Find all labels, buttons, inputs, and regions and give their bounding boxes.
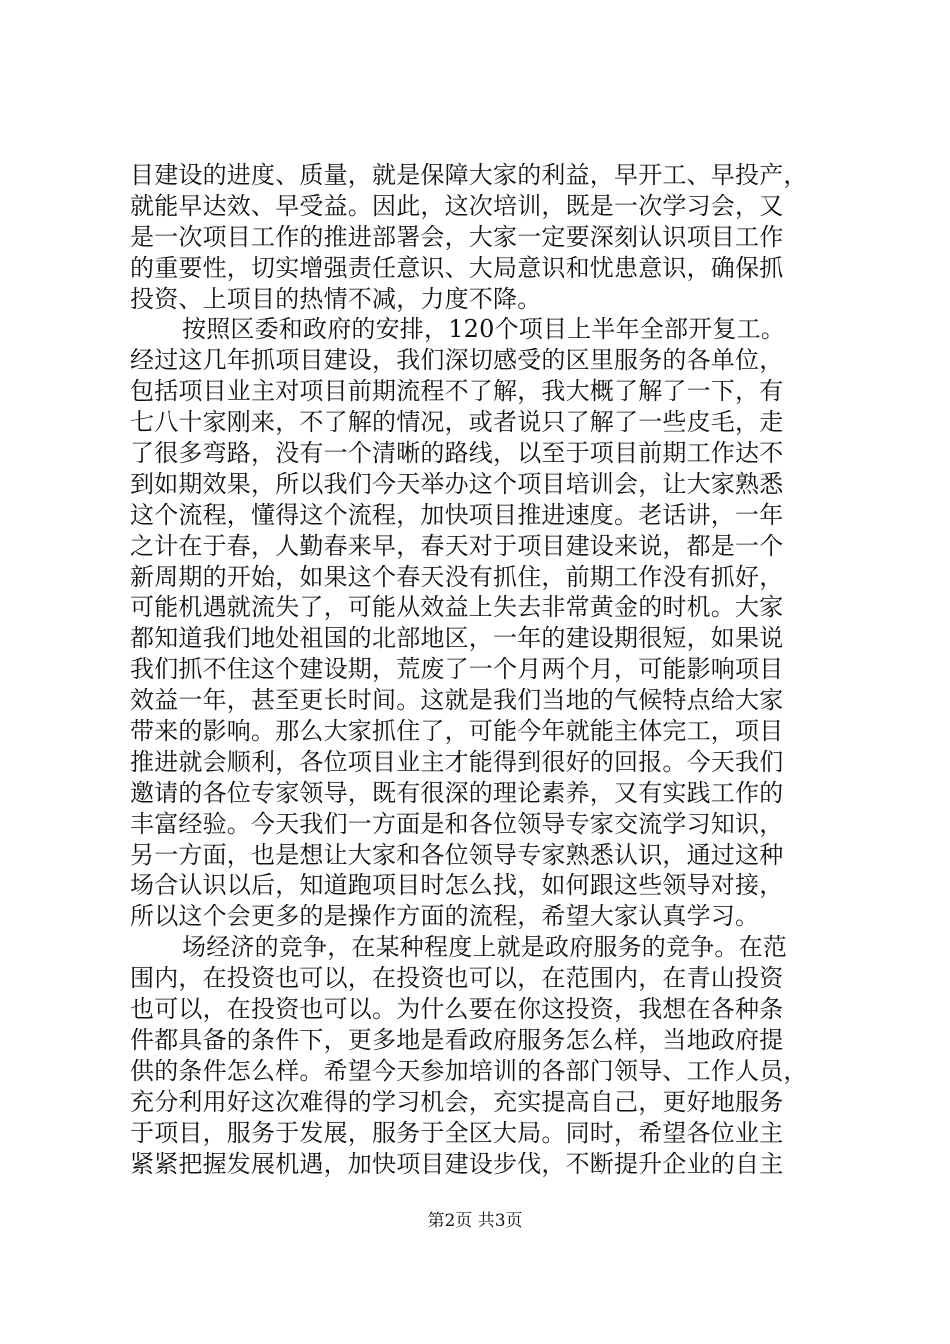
text-line: 新周期的开始，如果这个春天没有抓住，前期工作没有抓好，: [130, 562, 784, 591]
text-line: 之计在于春，人勤春来早，春天对于项目建设来说，都是一个: [130, 531, 784, 560]
text-line: 所以这个会更多的是操作方面的流程，希望大家认真学习。: [130, 902, 760, 931]
text-line: 场合认识以后，知道跑项目时怎么找，如何跟这些领导对接，: [130, 871, 784, 900]
document-body: [130, 160, 830, 1179]
text-line: 也可以，在投资也可以。为什么要在你这投资，我想在各种条: [130, 995, 784, 1024]
text-line: 了很多弯路，没有一个清晰的路线，以至于项目前期工作达不: [130, 439, 784, 468]
text-line: 另一方面，也是想让大家和各位领导专家熟悉认识，通过这种: [130, 840, 784, 869]
text-line: 紧紧把握发展机遇，加快项目建设步伐，不断提升企业的自主: [130, 1149, 784, 1178]
text-line: 丰富经验。今天我们一方面是和各位领导专家交流学习知识，: [130, 809, 784, 838]
text-line: 包括项目业主对项目前期流程不了解，我大概了解了一下，有: [130, 377, 784, 406]
text-line: 推进就会顺利，各位项目业主才能得到很好的回报。今天我们: [130, 747, 784, 776]
text-line: 按照区委和政府的安排，120个项目上半年全部开复工。: [182, 315, 786, 344]
text-line: 邀请的各位专家领导，既有很深的理论素养，又有实践工作的: [130, 778, 784, 807]
text-line: 投资、上项目的热情不减，力度不降。: [130, 284, 542, 313]
text-line: 经过这几年抓项目建设，我们深切感受的区里服务的各单位，: [130, 346, 784, 375]
text-line: 这个流程，懂得这个流程，加快项目推进速度。老话讲，一年: [130, 500, 784, 529]
text-line: 可能机遇就流失了，可能从效益上失去非常黄金的时机。大家: [130, 593, 784, 622]
text-line: 带来的影响。那么大家抓住了，可能今年就能主体完工，项目: [130, 717, 784, 746]
text-line: 是一次项目工作的推进部署会，大家一定要深刻认识项目工作: [130, 222, 784, 251]
text-line: 场经济的竞争，在某种程度上就是政府服务的竞争。在范: [182, 933, 787, 962]
page-number-footer: 第2页 共3页: [427, 1211, 523, 1231]
text-line: 充分利用好这次难得的学习机会，充实提高自己，更好地服务: [130, 1087, 784, 1116]
paragraph-3: [130, 932, 830, 1179]
text-line: 都知道我们地处祖国的北部地区，一年的建设期很短，如果说: [130, 624, 784, 653]
text-line: 于项目，服务于发展，服务于全区大局。同时，希望各位业主: [130, 1118, 784, 1147]
text-line: 到如期效果，所以我们今天举办这个项目培训会，让大家熟悉: [130, 469, 784, 498]
text-line: 效益一年，甚至更长时间。这就是我们当地的气候特点给大家: [130, 686, 784, 715]
text-line: 目建设的进度、质量，就是保障大家的利益，早开工、早投产，: [130, 161, 808, 189]
text-line: 就能早达效、早受益。因此，这次培训，既是一次学习会，又: [130, 191, 784, 220]
text-line: 的重要性，切实增强责任意识、大局意识和忧患意识，确保抓: [130, 253, 784, 282]
paragraph-1: [130, 160, 830, 314]
text-line: 件都具备的条件下，更多地是看政府服务怎么样，当地政府提: [130, 1025, 784, 1054]
text-line: 七八十家刚来，不了解的情况，或者说只了解了一些皮毛，走: [130, 408, 784, 437]
text-line: 我们抓不住这个建设期，荒废了一个月两个月，可能影响项目: [130, 655, 784, 684]
paragraph-2: [130, 314, 830, 932]
text-line: 供的条件怎么样。希望今天参加培训的各部门领导、工作人员，: [130, 1056, 808, 1085]
text-line: 围内，在投资也可以，在投资也可以，在范围内，在青山投资: [130, 964, 784, 993]
